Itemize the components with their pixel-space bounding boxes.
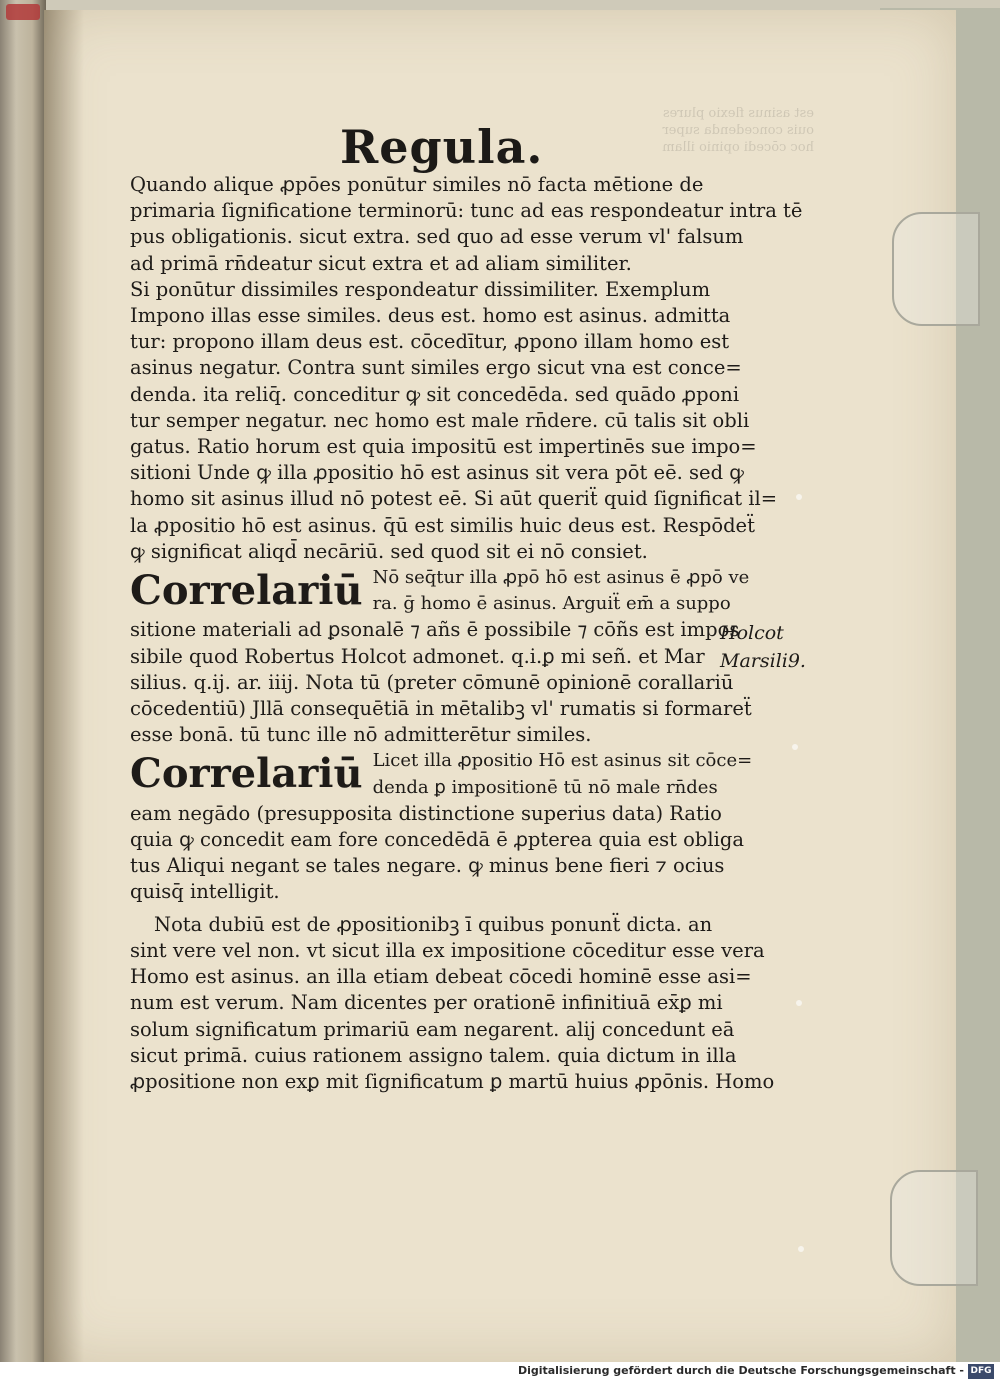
text-line: la ꝓpositio hō est asinus. q̄ū est similis huic deus est. Respōdeẗ xyxy=(130,513,755,537)
paper-speck xyxy=(792,744,798,750)
text-line: eam negādo (presupposita distinctione superius data) Ratio xyxy=(130,801,722,825)
text-line: denda ꝑ impositionē tū nō male rn̄des xyxy=(372,776,718,798)
bleed-through-text xyxy=(662,105,814,175)
corollary-2-head xyxy=(130,748,753,800)
text-line: ad primā rn̄deatur sicut extra et ad aliam similiter. xyxy=(130,251,632,275)
paper-speck xyxy=(796,1000,802,1006)
text-line: Si ponūtur dissimiles respondeatur dissimiliter. Exemplum xyxy=(130,277,711,301)
bleed-line: hoc cōcedi opinio illam xyxy=(662,140,814,155)
text-line: cōcedentiū) Jllā consequētiā in mētalibꝫ vl' rumatis si formareẗ xyxy=(130,697,752,721)
corollary-1-side xyxy=(373,565,750,617)
book-spine-edge xyxy=(0,0,46,1362)
text-line: tus Aliqui negant se tales negare. ꝙ minus bene fieri ⁊ ocius xyxy=(130,854,725,878)
text-line: sibile quod Robertus Holcot admonet. q.i.ꝑ mi señ. et Mar xyxy=(130,644,705,668)
text-line: sicut primā. cuius rationem assigno talem. quia dictum in illa xyxy=(130,1043,737,1067)
corollary-2-title: Correlariū xyxy=(130,750,363,798)
page-clip-upper xyxy=(892,212,980,326)
text-line: denda. ita reliq̄. conceditur ꝙ sit concedēda. sed quādo ꝓponi xyxy=(130,382,740,406)
paragraph-3 xyxy=(130,912,775,1095)
text-line: sint vere vel non. vt sicut illa ex impositione cōceditur esse vera xyxy=(130,938,765,962)
text-line: primaria ſignificatione terminorū: tunc ad eas respondeatur intra tē xyxy=(130,199,803,223)
spine-label-mark xyxy=(6,4,40,20)
text-line: Homo est asinus. an illa etiam debeat cōcedi hominē esse asi= xyxy=(130,965,752,989)
text-line: Nō seq̄tur illa ꝓpō hō est asinus ē ꝓpō ve xyxy=(372,567,750,589)
paper-speck xyxy=(798,1246,804,1252)
funding-credit: Digitalisierung gefördert durch die Deutsche Forschungsgemeinschaft - xyxy=(517,1364,964,1377)
footer-bar xyxy=(0,1362,1000,1382)
text-line: Nota dubiū est de ꝓpositionibꝫ ī quibus ponunẗ dicta. an xyxy=(154,912,713,936)
corollary-1-head xyxy=(130,565,750,617)
text-line: sitione materiali ad ꝑsonalē ⁊ añs ē possibile ⁊ cōñs est impos xyxy=(130,618,740,642)
paragraph-1 xyxy=(130,172,803,277)
corollary-1-title: Correlariū xyxy=(130,567,363,615)
text-line: Impono illas esse similes. deus est. homo est asinus. admitta xyxy=(130,304,731,328)
page-heading: Regula. xyxy=(340,120,544,174)
corollary-2 xyxy=(130,748,753,905)
text-line: quia ꝙ concedit eam fore concedēdā ē ꝓpterea quia est obliga xyxy=(130,828,744,852)
text-line: tur: propono illam deus est. cōcedītur, ꝓpono illam homo est xyxy=(130,330,730,354)
text-line: esse bonā. tū tunc ille nō admitterētur similes. xyxy=(130,723,592,747)
text-line: tur semper negatur. nec homo est male rn̄dere. cū talis sit obli xyxy=(130,408,750,432)
page-clip-lower xyxy=(890,1170,978,1286)
text-line: num est verum. Nam dicentes per orationē infinitiuā ex̄ꝑ mi xyxy=(130,991,723,1015)
gutter-shadow xyxy=(44,10,84,1362)
bleed-line: ouis concedenda super xyxy=(662,123,814,138)
text-line: ra. ḡ homo ē asinus. Arguiẗ em̄ a suppo xyxy=(372,593,731,615)
margin-note-marsilius: Marsili9. xyxy=(720,650,806,672)
bleed-line: est asinus flexio plures xyxy=(662,106,814,121)
text-line: ꝓpositione non exꝑ mit ſignificatum ꝑ martū huius ꝓpōnis. Homo xyxy=(130,1069,775,1093)
margin-note-holcot: Holcot xyxy=(720,622,784,644)
dfg-logo: DFG xyxy=(968,1364,994,1379)
text-line: quisq̄ intelligit. xyxy=(130,880,280,904)
text-line: pus obligationis. sicut extra. sed quo ad esse verum vl' falsum xyxy=(130,225,744,249)
text-line: silius. q.ij. ar. iiij. Nota tū (preter cōmunē opinionē corallariū xyxy=(130,670,734,694)
paper-speck xyxy=(796,494,802,500)
text-line: ꝙ significat aliqd̄ necāriū. sed quod sit ei nō consiet. xyxy=(130,539,648,563)
text-line: sitioni Unde ꝙ illa ꝓpositio hō est asinus sit vera pōt eē. sed ꝙ xyxy=(130,461,744,485)
text-line: Quando alique ꝓpōes ponūtur similes nō facta mētione de xyxy=(130,173,704,196)
text-line: gatus. Ratio horum est quia impositū est impertinēs sue impo= xyxy=(130,435,757,459)
corollary-1 xyxy=(130,565,752,748)
text-line: Licet illa ꝓpositio Hō est asinus sit cōce= xyxy=(372,750,753,772)
text-line: asinus negatur. Contra sunt similes ergo sicut vna est conce= xyxy=(130,356,742,380)
corollary-2-side xyxy=(373,748,753,800)
text-line: homo sit asinus illud nō potest eē. Si aūt queriẗ quid ſignificat il= xyxy=(130,487,778,511)
text-line: solum significatum primariū eam negarent. alij concedunt eā xyxy=(130,1017,735,1041)
paragraph-2 xyxy=(130,277,778,565)
